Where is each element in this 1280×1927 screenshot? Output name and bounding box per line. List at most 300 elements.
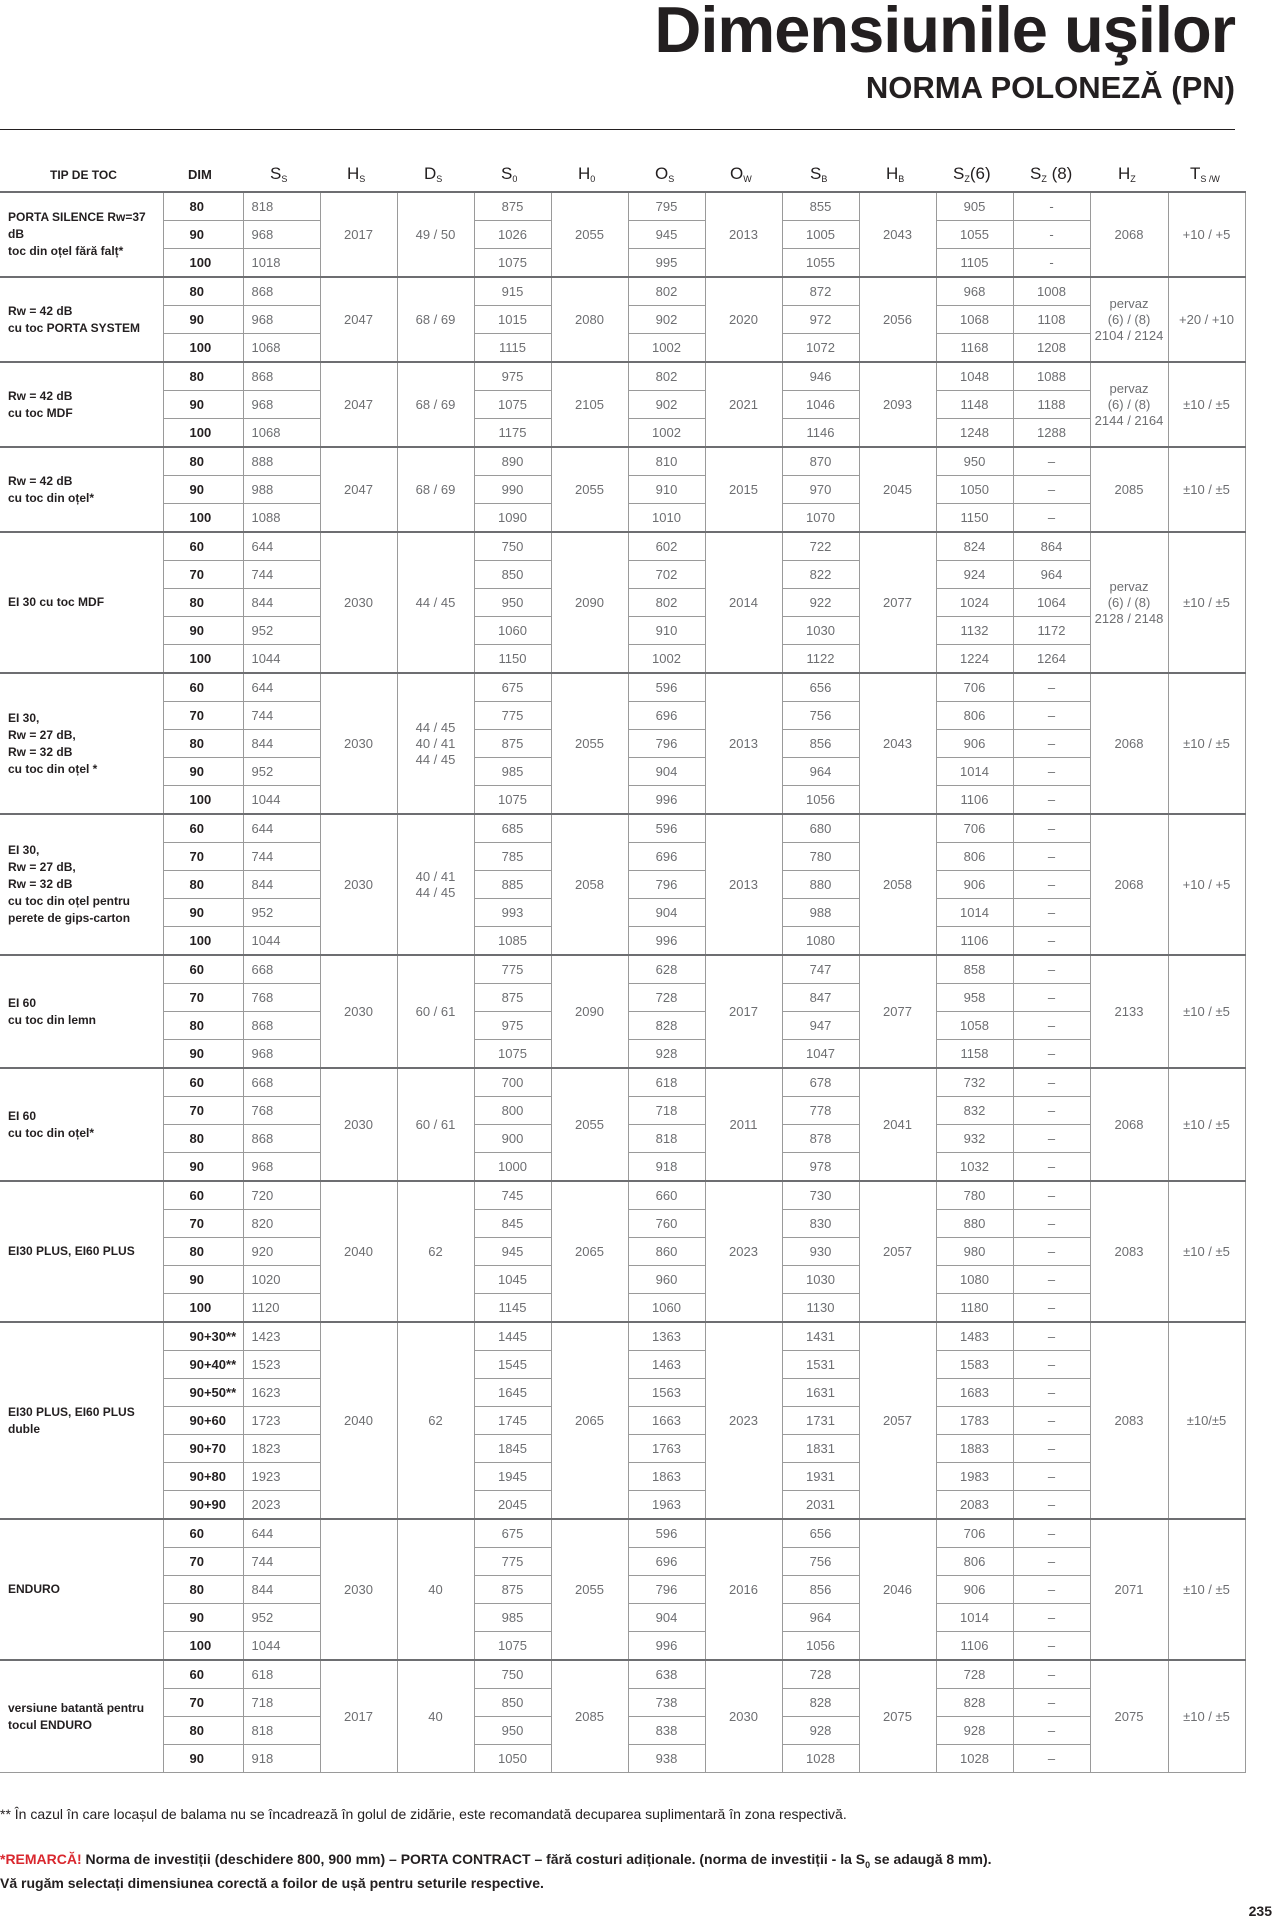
- ss-cell: 952: [243, 1604, 320, 1632]
- dim-cell: 100: [163, 1632, 243, 1661]
- ss-cell: 1088: [243, 504, 320, 533]
- hs-cell: 2030: [320, 1068, 397, 1181]
- ss-cell: 744: [243, 702, 320, 730]
- s0-cell: 1060: [474, 617, 551, 645]
- ss-cell: 644: [243, 1519, 320, 1548]
- sz8-cell: –: [1013, 984, 1090, 1012]
- sz6-cell: 1028: [936, 1745, 1013, 1773]
- hb-cell: 2075: [859, 1660, 936, 1773]
- os-cell: 596: [628, 673, 705, 702]
- os-cell: 696: [628, 1548, 705, 1576]
- os-cell: 1002: [628, 419, 705, 448]
- hz-cell: 2068: [1090, 814, 1168, 955]
- s0-cell: 1845: [474, 1435, 551, 1463]
- s0-cell: 775: [474, 955, 551, 984]
- os-cell: 910: [628, 476, 705, 504]
- sz6-cell: 1106: [936, 786, 1013, 815]
- dim-cell: 100: [163, 645, 243, 674]
- sz8-cell: –: [1013, 1379, 1090, 1407]
- s0-cell: 845: [474, 1210, 551, 1238]
- sz8-cell: –: [1013, 1491, 1090, 1520]
- hb-cell: 2077: [859, 955, 936, 1068]
- ss-cell: 968: [243, 221, 320, 249]
- s0-cell: 775: [474, 1548, 551, 1576]
- table-row: [0, 277, 1245, 306]
- ow-cell: 2023: [705, 1181, 782, 1322]
- dim-cell: 100: [163, 786, 243, 815]
- h0-cell: 2105: [551, 362, 628, 447]
- header-tsw: $T_{S /W}$: [1190, 164, 1220, 184]
- s0-cell: 993: [474, 899, 551, 927]
- s0-cell: 1075: [474, 786, 551, 815]
- table-row: [0, 955, 1245, 984]
- hz-cell: 2083: [1090, 1322, 1168, 1519]
- dim-cell: 90+50**: [163, 1379, 243, 1407]
- header-dim: DIM: [188, 167, 212, 182]
- ss-cell: 668: [243, 955, 320, 984]
- table-row: [0, 1068, 1245, 1097]
- ss-cell: 644: [243, 814, 320, 843]
- os-cell: 818: [628, 1125, 705, 1153]
- s0-cell: 985: [474, 758, 551, 786]
- ss-cell: 768: [243, 984, 320, 1012]
- s0-cell: 1085: [474, 927, 551, 956]
- ss-cell: 644: [243, 532, 320, 561]
- sz8-cell: –: [1013, 1435, 1090, 1463]
- sb-cell: 1731: [782, 1407, 859, 1435]
- os-cell: 838: [628, 1717, 705, 1745]
- title-divider: [0, 129, 1235, 130]
- os-cell: 628: [628, 955, 705, 984]
- ss-cell: 768: [243, 1097, 320, 1125]
- dim-cell: 90+40**: [163, 1351, 243, 1379]
- sz6-cell: 928: [936, 1717, 1013, 1745]
- hz-cell: 2071: [1090, 1519, 1168, 1660]
- sz6-cell: 958: [936, 984, 1013, 1012]
- ds-cell: 62: [397, 1322, 474, 1519]
- ss-cell: 1823: [243, 1435, 320, 1463]
- sb-cell: 870: [782, 447, 859, 476]
- h0-cell: 2055: [551, 1519, 628, 1660]
- sz6-cell: 1058: [936, 1012, 1013, 1040]
- dim-cell: 60: [163, 673, 243, 702]
- header-s0: $S_0$: [501, 164, 518, 184]
- sb-cell: 964: [782, 758, 859, 786]
- dim-cell: 80: [163, 1576, 243, 1604]
- sb-cell: 822: [782, 561, 859, 589]
- os-cell: 910: [628, 617, 705, 645]
- os-cell: 960: [628, 1266, 705, 1294]
- sz6-cell: 1014: [936, 899, 1013, 927]
- sb-cell: 856: [782, 730, 859, 758]
- sz8-cell: –: [1013, 955, 1090, 984]
- hb-cell: 2043: [859, 673, 936, 814]
- ss-cell: 1723: [243, 1407, 320, 1435]
- ds-cell: 40: [397, 1519, 474, 1660]
- table-row: [0, 532, 1245, 561]
- ss-cell: 920: [243, 1238, 320, 1266]
- os-cell: 802: [628, 589, 705, 617]
- table-row: [0, 447, 1245, 476]
- sb-cell: 946: [782, 362, 859, 391]
- header-hz: $H_Z$: [1118, 164, 1136, 184]
- sz6-cell: 1158: [936, 1040, 1013, 1069]
- sz8-cell: –: [1013, 1266, 1090, 1294]
- s0-cell: 975: [474, 362, 551, 391]
- sz6-cell: 1683: [936, 1379, 1013, 1407]
- sz6-cell: 932: [936, 1125, 1013, 1153]
- ow-cell: 2023: [705, 1322, 782, 1519]
- os-cell: 995: [628, 249, 705, 278]
- s0-cell: 1015: [474, 306, 551, 334]
- table-row: [0, 673, 1245, 702]
- os-cell: 996: [628, 786, 705, 815]
- door-type-label: ENDURO: [0, 1519, 163, 1660]
- s0-cell: 785: [474, 843, 551, 871]
- sz8-cell: –: [1013, 730, 1090, 758]
- sz6-cell: 806: [936, 1548, 1013, 1576]
- ss-cell: 968: [243, 391, 320, 419]
- dim-cell: 70: [163, 1210, 243, 1238]
- sz8-cell: –: [1013, 1040, 1090, 1069]
- page-number: 235: [1248, 1903, 1272, 1919]
- dim-cell: 100: [163, 504, 243, 533]
- sb-cell: 2031: [782, 1491, 859, 1520]
- hz-cell: pervaz (6) / (8) 2104 / 2124: [1090, 277, 1168, 362]
- sz6-cell: 1483: [936, 1322, 1013, 1351]
- s0-cell: 750: [474, 532, 551, 561]
- sz8-cell: –: [1013, 1294, 1090, 1323]
- s0-cell: 1045: [474, 1266, 551, 1294]
- s0-cell: 950: [474, 1717, 551, 1745]
- hz-cell: 2085: [1090, 447, 1168, 532]
- dim-cell: 90: [163, 1266, 243, 1294]
- dim-cell: 90: [163, 617, 243, 645]
- ss-cell: 744: [243, 561, 320, 589]
- hz-cell: 2068: [1090, 673, 1168, 814]
- os-cell: 660: [628, 1181, 705, 1210]
- os-cell: 638: [628, 1660, 705, 1689]
- h0-cell: 2058: [551, 814, 628, 955]
- s0-cell: 700: [474, 1068, 551, 1097]
- s0-cell: 2045: [474, 1491, 551, 1520]
- tsw-cell: +20 / +10: [1168, 277, 1245, 362]
- dimensions-table: [0, 191, 1245, 1773]
- os-cell: 996: [628, 1632, 705, 1661]
- sb-cell: 930: [782, 1238, 859, 1266]
- ow-cell: 2020: [705, 277, 782, 362]
- sz8-cell: –: [1013, 1463, 1090, 1491]
- s0-cell: 1115: [474, 334, 551, 363]
- ss-cell: 1044: [243, 786, 320, 815]
- sz6-cell: 780: [936, 1181, 1013, 1210]
- hz-cell: pervaz (6) / (8) 2128 / 2148: [1090, 532, 1168, 673]
- s0-cell: 850: [474, 561, 551, 589]
- ow-cell: 2030: [705, 1660, 782, 1773]
- dim-cell: 90: [163, 1153, 243, 1182]
- sb-cell: 1070: [782, 504, 859, 533]
- sz6-cell: 1168: [936, 334, 1013, 363]
- ss-cell: 888: [243, 447, 320, 476]
- h0-cell: 2080: [551, 277, 628, 362]
- hz-cell: 2133: [1090, 955, 1168, 1068]
- s0-cell: 975: [474, 1012, 551, 1040]
- sz6-cell: 1080: [936, 1266, 1013, 1294]
- s0-cell: 1150: [474, 645, 551, 674]
- s0-cell: 1075: [474, 1632, 551, 1661]
- h0-cell: 2090: [551, 532, 628, 673]
- hz-cell: pervaz (6) / (8) 2144 / 2164: [1090, 362, 1168, 447]
- s0-cell: 800: [474, 1097, 551, 1125]
- ss-cell: 952: [243, 899, 320, 927]
- s0-cell: 1645: [474, 1379, 551, 1407]
- dim-cell: 70: [163, 843, 243, 871]
- s0-cell: 1075: [474, 249, 551, 278]
- door-type-group: [0, 447, 1245, 532]
- sz8-cell: 1008: [1013, 277, 1090, 306]
- os-cell: 796: [628, 871, 705, 899]
- ss-cell: 820: [243, 1210, 320, 1238]
- ds-cell: 60 / 61: [397, 1068, 474, 1181]
- door-type-group: [0, 1322, 1245, 1519]
- footnote-hinge: ** În cazul în care locașul de balama nu se încadrează în golul de zidărie, este recomandată decuparea suplimentară în zona respectivă.: [0, 1806, 847, 1822]
- door-type-label: EI30 PLUS, EI60 PLUS duble: [0, 1322, 163, 1519]
- s0-cell: 1075: [474, 1040, 551, 1069]
- sb-cell: 922: [782, 589, 859, 617]
- sb-cell: 728: [782, 1660, 859, 1689]
- sb-cell: 1030: [782, 1266, 859, 1294]
- os-cell: 1563: [628, 1379, 705, 1407]
- s0-cell: 990: [474, 476, 551, 504]
- os-cell: 860: [628, 1238, 705, 1266]
- os-cell: 1363: [628, 1322, 705, 1351]
- hb-cell: 2041: [859, 1068, 936, 1181]
- os-cell: 738: [628, 1689, 705, 1717]
- sz6-cell: 1783: [936, 1407, 1013, 1435]
- sz6-cell: 1014: [936, 758, 1013, 786]
- sz8-cell: -: [1013, 192, 1090, 221]
- sz8-cell: –: [1013, 927, 1090, 956]
- s0-cell: 1075: [474, 391, 551, 419]
- s0-cell: 745: [474, 1181, 551, 1210]
- table-row: [0, 1519, 1245, 1548]
- sz6-cell: 706: [936, 1519, 1013, 1548]
- sz8-cell: –: [1013, 1012, 1090, 1040]
- ss-cell: 844: [243, 589, 320, 617]
- dim-cell: 60: [163, 1181, 243, 1210]
- hb-cell: 2057: [859, 1322, 936, 1519]
- os-cell: 938: [628, 1745, 705, 1773]
- s0-cell: 1545: [474, 1351, 551, 1379]
- sz6-cell: 1105: [936, 249, 1013, 278]
- os-cell: 802: [628, 362, 705, 391]
- os-cell: 796: [628, 1576, 705, 1604]
- sz8-cell: –: [1013, 476, 1090, 504]
- dim-cell: 60: [163, 1519, 243, 1548]
- sz6-cell: 1106: [936, 927, 1013, 956]
- dim-cell: 90: [163, 221, 243, 249]
- sz8-cell: -: [1013, 221, 1090, 249]
- sz6-cell: 1068: [936, 306, 1013, 334]
- door-type-group: [0, 1068, 1245, 1181]
- door-type-group: [0, 1660, 1245, 1773]
- sz8-cell: 1208: [1013, 334, 1090, 363]
- s0-cell: 1945: [474, 1463, 551, 1491]
- hb-cell: 2058: [859, 814, 936, 955]
- s0-cell: 1026: [474, 221, 551, 249]
- ss-cell: 1020: [243, 1266, 320, 1294]
- header-sz6: $S_Z(6)$: [953, 164, 991, 184]
- ds-cell: 68 / 69: [397, 447, 474, 532]
- footnote-remark: *REMARCĂ! Norma de investiții (deschidere 800, 900 mm) – PORTA CONTRACT – fără costuri adiționale. (norma de investiții - la $S_0$ se adaugă 8 mm). Vă rugăm selectați dimensiunea corectă a foilor de ușă pentru seturile respective.: [0, 1851, 992, 1891]
- sz6-cell: 706: [936, 814, 1013, 843]
- dim-cell: 70: [163, 561, 243, 589]
- dim-cell: 80: [163, 192, 243, 221]
- s0-cell: 945: [474, 1238, 551, 1266]
- sb-cell: 1130: [782, 1294, 859, 1323]
- header-h0: $H_0$: [578, 164, 596, 184]
- s0-cell: 890: [474, 447, 551, 476]
- hb-cell: 2045: [859, 447, 936, 532]
- tsw-cell: ±10 / ±5: [1168, 362, 1245, 447]
- sb-cell: 1028: [782, 1745, 859, 1773]
- ss-cell: 844: [243, 730, 320, 758]
- sz6-cell: 706: [936, 673, 1013, 702]
- s0-cell: 750: [474, 1660, 551, 1689]
- sb-cell: 928: [782, 1717, 859, 1745]
- header-ds: $D_S$: [424, 164, 443, 184]
- sz6-cell: 905: [936, 192, 1013, 221]
- dim-cell: 100: [163, 249, 243, 278]
- h0-cell: 2090: [551, 955, 628, 1068]
- dim-cell: 80: [163, 1012, 243, 1040]
- sb-cell: 964: [782, 1604, 859, 1632]
- sb-cell: 847: [782, 984, 859, 1012]
- sz6-cell: 1224: [936, 645, 1013, 674]
- hs-cell: 2047: [320, 447, 397, 532]
- os-cell: 945: [628, 221, 705, 249]
- ss-cell: 868: [243, 1125, 320, 1153]
- sb-cell: 778: [782, 1097, 859, 1125]
- ow-cell: 2015: [705, 447, 782, 532]
- s0-cell: 685: [474, 814, 551, 843]
- ss-cell: 968: [243, 306, 320, 334]
- door-type-label: EI 30, Rw = 27 dB, Rw = 32 dB cu toc din oțel pentru perete de gips-carton: [0, 814, 163, 955]
- page-subtitle: NORMA POLONEZĂ (PN): [865, 70, 1235, 105]
- os-cell: 702: [628, 561, 705, 589]
- door-type-label: EI 60 cu toc din lemn: [0, 955, 163, 1068]
- sz6-cell: 1055: [936, 221, 1013, 249]
- sz8-cell: –: [1013, 814, 1090, 843]
- table-row: [0, 192, 1245, 221]
- dim-cell: 70: [163, 984, 243, 1012]
- dim-cell: 90: [163, 391, 243, 419]
- dim-cell: 90+70: [163, 1435, 243, 1463]
- dim-cell: 80: [163, 871, 243, 899]
- ss-cell: 1044: [243, 1632, 320, 1661]
- tsw-cell: +10 / +5: [1168, 192, 1245, 277]
- sz8-cell: –: [1013, 1576, 1090, 1604]
- os-cell: 696: [628, 843, 705, 871]
- ds-cell: 60 / 61: [397, 955, 474, 1068]
- ds-cell: 44 / 45 40 / 41 44 / 45: [397, 673, 474, 814]
- sz8-cell: 1172: [1013, 617, 1090, 645]
- door-type-group: [0, 277, 1245, 362]
- sz8-cell: –: [1013, 786, 1090, 815]
- sz8-cell: –: [1013, 1519, 1090, 1548]
- dim-cell: 60: [163, 1068, 243, 1097]
- sb-cell: 756: [782, 1548, 859, 1576]
- sz6-cell: 824: [936, 532, 1013, 561]
- ow-cell: 2021: [705, 362, 782, 447]
- header-sz8: $S_Z$ (8): [1030, 164, 1073, 184]
- sz8-cell: –: [1013, 899, 1090, 927]
- ss-cell: 744: [243, 843, 320, 871]
- hz-cell: 2068: [1090, 192, 1168, 277]
- ss-cell: 818: [243, 1717, 320, 1745]
- sb-cell: 1080: [782, 927, 859, 956]
- os-cell: 795: [628, 192, 705, 221]
- hs-cell: 2047: [320, 362, 397, 447]
- hb-cell: 2046: [859, 1519, 936, 1660]
- ss-cell: 1018: [243, 249, 320, 278]
- dim-cell: 90+60: [163, 1407, 243, 1435]
- sz8-cell: 1264: [1013, 645, 1090, 674]
- sb-cell: 1931: [782, 1463, 859, 1491]
- header-ss: $S_S$: [270, 164, 288, 184]
- s0-cell: 775: [474, 702, 551, 730]
- sz8-cell: 1088: [1013, 362, 1090, 391]
- dim-cell: 80: [163, 1125, 243, 1153]
- remark-label: *REMARCĂ!: [0, 1851, 82, 1867]
- sb-cell: 855: [782, 192, 859, 221]
- hb-cell: 2077: [859, 532, 936, 673]
- ss-cell: 2023: [243, 1491, 320, 1520]
- os-cell: 1863: [628, 1463, 705, 1491]
- s0-cell: 1175: [474, 419, 551, 448]
- sb-cell: 872: [782, 277, 859, 306]
- ss-cell: 1044: [243, 645, 320, 674]
- h0-cell: 2055: [551, 1068, 628, 1181]
- ow-cell: 2017: [705, 955, 782, 1068]
- tsw-cell: ±10/±5: [1168, 1322, 1245, 1519]
- sb-cell: 1047: [782, 1040, 859, 1069]
- tsw-cell: ±10 / ±5: [1168, 447, 1245, 532]
- header-sb: $S_B$: [810, 164, 828, 184]
- os-cell: 1060: [628, 1294, 705, 1323]
- table-row: [0, 1660, 1245, 1689]
- h0-cell: 2055: [551, 673, 628, 814]
- sb-cell: 972: [782, 306, 859, 334]
- sb-cell: 780: [782, 843, 859, 871]
- dim-cell: 80: [163, 277, 243, 306]
- sb-cell: 988: [782, 899, 859, 927]
- sz8-cell: 1288: [1013, 419, 1090, 448]
- sz8-cell: –: [1013, 1238, 1090, 1266]
- dim-cell: 90+90: [163, 1491, 243, 1520]
- ds-cell: 40: [397, 1660, 474, 1773]
- ds-cell: 40 / 41 44 / 45: [397, 814, 474, 955]
- s0-cell: 875: [474, 984, 551, 1012]
- ss-cell: 618: [243, 1660, 320, 1689]
- door-type-group: [0, 532, 1245, 673]
- sz8-cell: –: [1013, 1745, 1090, 1773]
- os-cell: 810: [628, 447, 705, 476]
- ds-cell: 49 / 50: [397, 192, 474, 277]
- s0-cell: 1145: [474, 1294, 551, 1323]
- sz6-cell: 950: [936, 447, 1013, 476]
- sb-cell: 730: [782, 1181, 859, 1210]
